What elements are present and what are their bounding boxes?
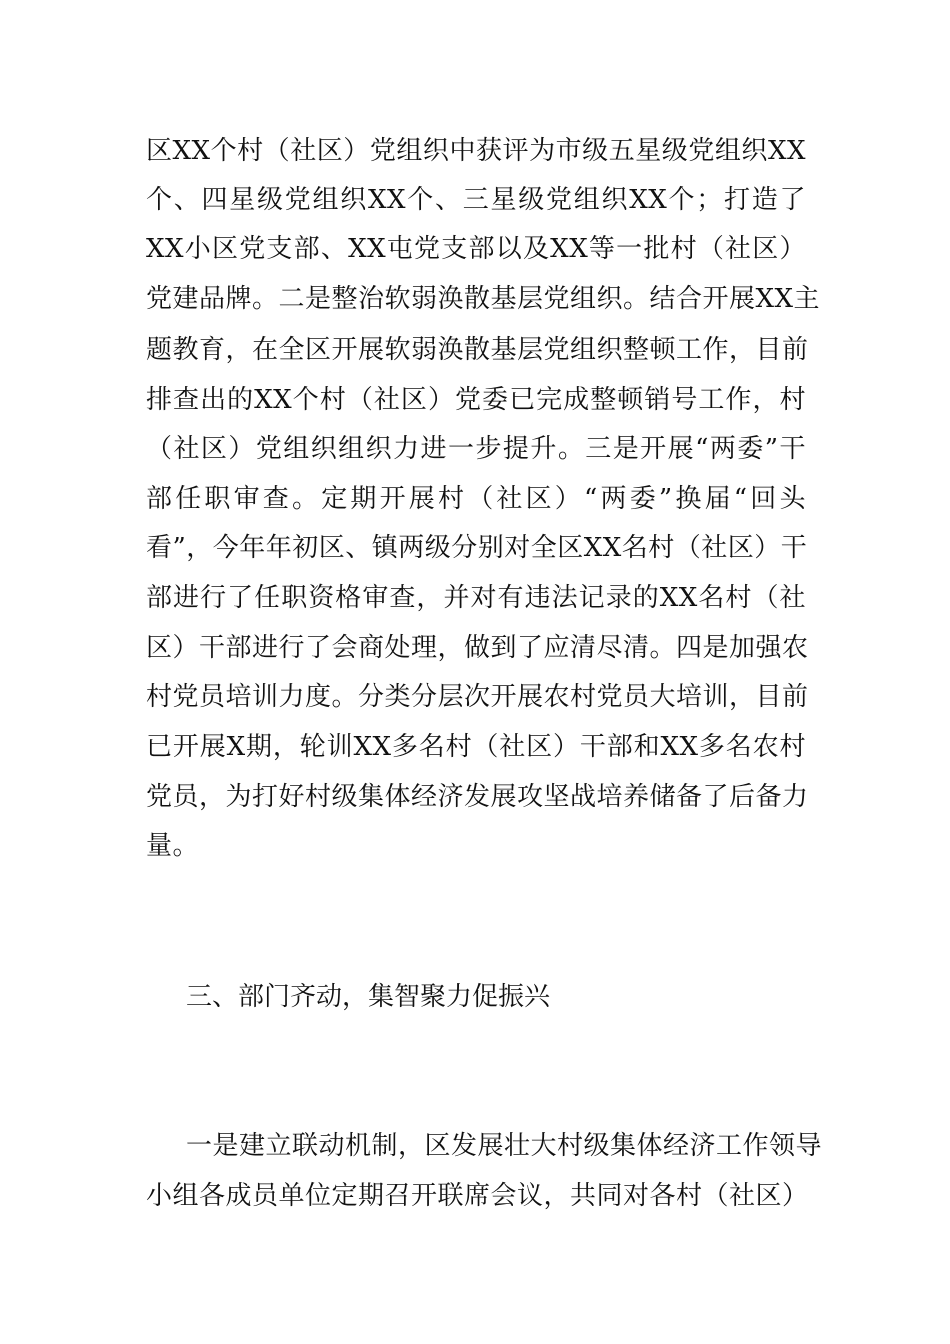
text-line: 部任职审查。定期开展村（社区）“两委”换届“回头	[146, 484, 806, 514]
text-line: 看”，今年年初区、镇两级分别对全区XX名村（社区）干	[146, 533, 808, 563]
text-line: 党员，为打好村级集体经济发展攻坚战培养储备了后备力	[146, 782, 809, 812]
text-line: 个、四星级党组织XX个、三星级党组织XX个；打造了	[146, 185, 806, 215]
text-line: 量。	[146, 831, 200, 861]
text-line: （社区）党组织组织力进一步提升。三是开展“两委”干	[146, 434, 806, 464]
text-line: 区）干部进行了会商处理，做到了应清尽清。四是加强农	[146, 633, 809, 663]
text-line: 排查出的XX个村（社区）党委已完成整顿销号工作，村	[146, 385, 806, 415]
text-line: 题教育，在全区开展软弱涣散基层党组织整顿工作，目前	[146, 335, 809, 365]
text-line: XX小区党支部、XX屯党支部以及XX等一批村（社区）	[146, 234, 806, 264]
text-line: 村党员培训力度。分类分层次开展农村党员大培训，目前	[146, 682, 809, 712]
text-line: 一是建立联动机制，区发展壮大村级集体经济工作领导	[186, 1131, 823, 1161]
text-line: 部进行了任职资格审查，并对有违法记录的XX名村（社	[146, 583, 806, 613]
text-line: 小组各成员单位定期召开联席会议，共同对各村（社区）	[146, 1181, 809, 1211]
section-heading: 三、部门齐动，集智聚力促振兴	[186, 982, 551, 1012]
text-line: 区XX个村（社区）党组织中获评为市级五星级党组织XX	[146, 136, 806, 166]
text-line: 已开展X期，轮训XX多名村（社区）干部和XX多名农村	[146, 732, 806, 762]
text-line: 党建品牌。二是整治软弱涣散基层党组织。结合开展XX主	[146, 284, 821, 314]
